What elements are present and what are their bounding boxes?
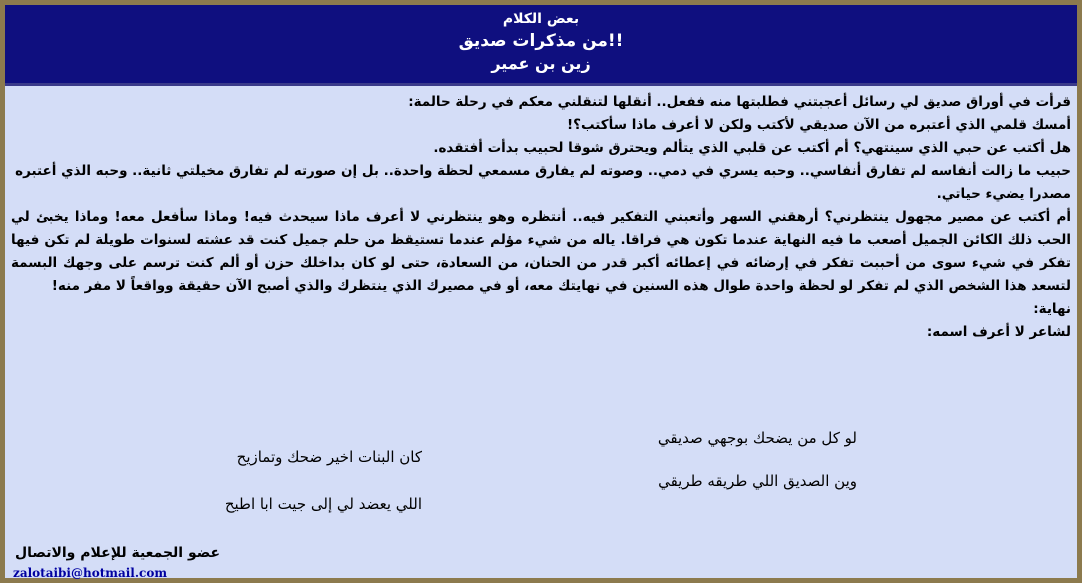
poem-verse-right-2: وين الصديق اللي طريقه طريقي <box>658 472 857 490</box>
poem-verse-right-1: لو كل من يضحك بوجهي صديقي <box>657 429 857 447</box>
paragraph-intro: قرأت في أوراق صديق لي رسائل أعجبتني فطلبتها منه ففعل.. أنقلها لتنقلني معكم في رحلة حالمة: <box>408 94 1071 110</box>
article-header <box>5 5 1077 86</box>
article-title: من مذكرات صديق!! <box>458 31 624 51</box>
poem-verse-left-2: اللي يعضد لي إلى جيت ابا اطيح <box>224 495 422 513</box>
paragraph-question: هل أكتب عن حبي الذي سينتهي؟ أم أكتب عن قلبي الذي يتألم ويحترق شوقا لحبيب بدأت أفتقده. <box>433 140 1071 156</box>
article-body <box>11 91 1071 344</box>
paragraph-pen: أمسك قلمي الذي أعتبره من الآن صديقي لأكتب ولكن لا أعرف ماذا سأكتب؟! <box>567 117 1071 133</box>
header-kicker: بعض الكلام <box>502 11 580 27</box>
author-role: عضو الجمعية للإعلام والاتصال <box>15 545 221 561</box>
paragraph-fate: أم أكتب عن مصير مجهول ينتظرني؟ أرهقني السهر وأتعبني التفكير فيه.. أنتظره وهو ينتظرني لا أعرف ماذا سيحدث فيه! وماذا سأفعل معه! وماذا يخبئ لي الحب ذلك الكائن الجميل أصعب ما فيه النهاية عندما تكون هي فراقا. ياله من شيء مؤلم عندما تستيقظ من حلم جميل كنت قد عشته لسنوات طويلة لم تكن فيها تفكر في شيء سوى من أحببت تفكر في إرضائه في إعطائه أكبر قدر من الحنان، من السعادة، حتى لو كان بداخلك حزن أو ألم كنت ترسم على وجهك البسمة لتسعد هذا الشخص الذي لم تفكر لو لحظة واحدة طوال هذه السنين في نهايتك معه، أو في مصيرك الذي ينتظرك والذي أصبح الآن حقيقة وواقعاً لا مفر منه! <box>11 209 1071 294</box>
poem-verse-left-1: كان البنات اخير ضحك وتمازيح <box>236 448 422 466</box>
author-email[interactable]: zalotaibi@hotmail.com <box>13 566 168 580</box>
paragraph-ending: نهاية: <box>1033 301 1071 317</box>
paragraph-beloved: حبيب ما زالت أنفاسه لم تفارق أنفاسي.. وحبه يسري في دمي.. وصوته لم يفارق مسمعي لحظة واحدة.. بل إن صورته لم تفارق مخيلتي ثانية.. وحبه الذي أعتبره مصدرا يضيء حياتي. <box>15 163 1071 202</box>
article-author: زين بن عمير <box>491 54 591 73</box>
paragraph-poet: لشاعر لا أعرف اسمه: <box>926 324 1071 340</box>
